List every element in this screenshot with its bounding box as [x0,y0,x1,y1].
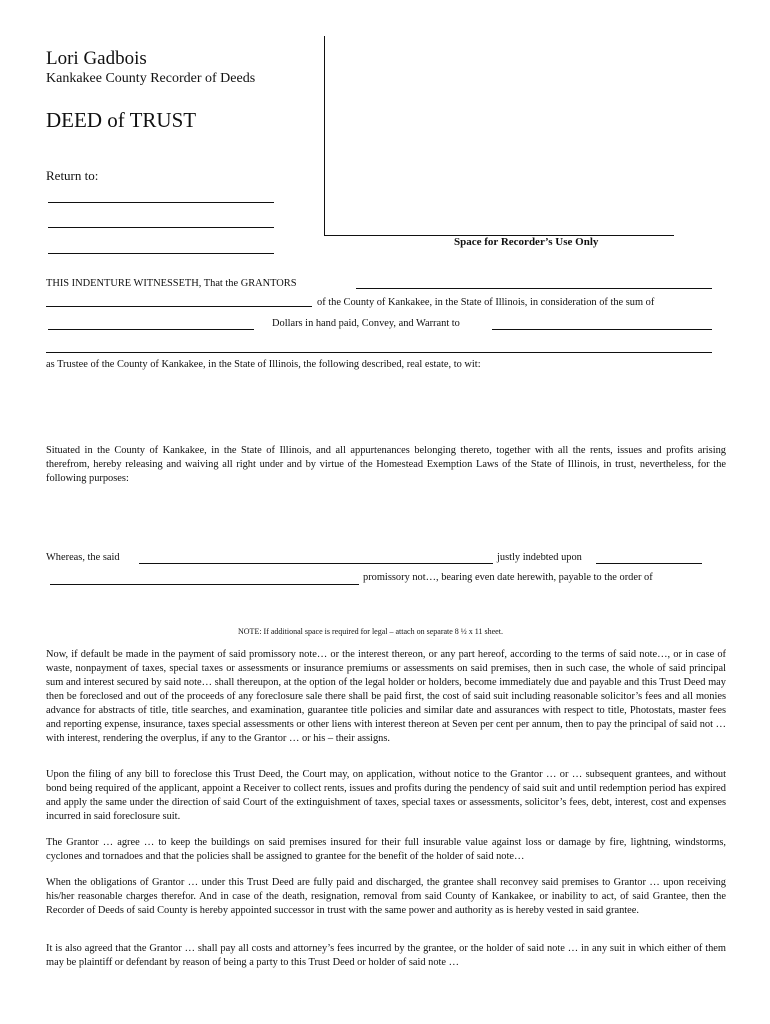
recorder-box-left-border [324,36,325,236]
foreclose-paragraph: Upon the filing of any bill to foreclose this Trust Deed, the Court may, on application, without notice to the Grantor … or … subsequent grantees, and without bond being required of the applicant, appoint a Receiver to collect rents, issues and profits during the pendency of said suit and until redemption period has expired and apply the same under the direction of said Court of the extinguishment of taxes, special taxes or assessments, solicitor’s fees, debt, interest, cost and expenses incurred in said foreclosure suit. [46,769,726,822]
trustee-full-line-field[interactable] [46,352,712,353]
sum-amount-field[interactable] [48,329,254,330]
recorder-use-label: Space for Recorder’s Use Only [454,236,599,248]
indebted-label: justly indebted upon [497,552,582,563]
recorder-office: Kankakee County Recorder of Deeds [46,71,256,86]
situated-paragraph: Situated in the County of Kankakee, in the State of Illinois, and all appurtenances belonging thereto, together with all the rents, issues and profits arising therefrom, hereby releasing and waiving all right under and by virtue of the Homestead Exemption Laws of the State of Illinois, in trust, nevertheless, for the following purposes: [46,445,726,484]
legal-attachment-note: NOTE: If additional space is required for legal – attach on separate 8 ½ x 11 sheet. [238,627,503,636]
return-to-line-1[interactable] [48,202,274,203]
county-consideration-text: of the County of Kankakee, in the State of Illinois, in consideration of the sum of [317,297,655,308]
grantors-label: THIS INDENTURE WITNESSETH, That the GRANTORS [46,278,297,289]
trustee-clause: as Trustee of the County of Kankakee, in the State of Illinois, the following described, real estate, to wit: [46,359,481,370]
indebted-amount-field[interactable] [596,563,702,564]
promissory-text: promissory not…, bearing even date herewith, payable to the order of [363,572,653,583]
dollars-convey-text: Dollars in hand paid, Convey, and Warrant to [272,318,460,329]
return-to-line-3[interactable] [48,253,274,254]
document-title: DEED of TRUST [46,108,197,132]
whereas-label: Whereas, the said [46,552,120,563]
return-to-line-2[interactable] [48,227,274,228]
promissory-note-field[interactable] [50,584,359,585]
grantors-field[interactable] [356,288,712,289]
grantors-name-field[interactable] [46,306,312,307]
debtor-name-field[interactable] [139,563,493,564]
costs-paragraph: It is also agreed that the Grantor … shall pay all costs and attorney’s fees incurred by the grantee, or the holder of said note … in any suit in which either of them may be plaintiff or defendant by reason of being a party to this Trust Deed or holder of said note … [46,943,726,968]
default-paragraph: Now, if default be made in the payment of said promissory note… or the interest thereon, or any part hereof, according to the terms of said note…, or in case of waste, nonpayment of taxes, special taxes or assessments or insurance premiums or assessments on said premises, then in such case, the whole of said principal sum and interest secured by said note… shall thereupon, at the option of the legal holder or holders, become immediately due and payable and this Trust Deed may then be foreclosed and out of the proceeds of any foreclosure sale there shall be paid first, the cost of said suit including reasonable solicitor’s fees and all monies advance for abstracts of title, title searches, and examination, guarantee title policies and similar date and assurances with respect to title, Photostats, master fees and reporting expense, insurance, taxes special assessments or other liens with interest thereon at Seven per cent per annum, then to pay the principal of said not … with interest, rendering the overplus, if any to the Grantor … or his – their assigns. [46,649,726,744]
reconvey-paragraph: When the obligations of Grantor … under this Trust Deed are fully paid and discharged, the grantee shall reconvey said premises to Grantor … upon receiving his/her reasonable charges therefor. And in case of the death, resignation, removal from said County of Kankakee, or inability to act, of said Grantee, then the Recorder of Deeds of said County is hereby appointed successor in trust with the same power and authority as is hereby vested in said grantee. [46,877,726,916]
trustee-name-field[interactable] [492,329,712,330]
insurance-paragraph: The Grantor … agree … to keep the buildings on said premises insured for their full insurable value against loss or damage by fire, lightning, windstorms, cyclones and tornadoes and that the policies shall be assigned to grantee for the benefit of the holder of said note… [46,837,726,862]
return-to-label: Return to: [46,168,99,183]
recorder-name: Lori Gadbois [46,48,147,69]
